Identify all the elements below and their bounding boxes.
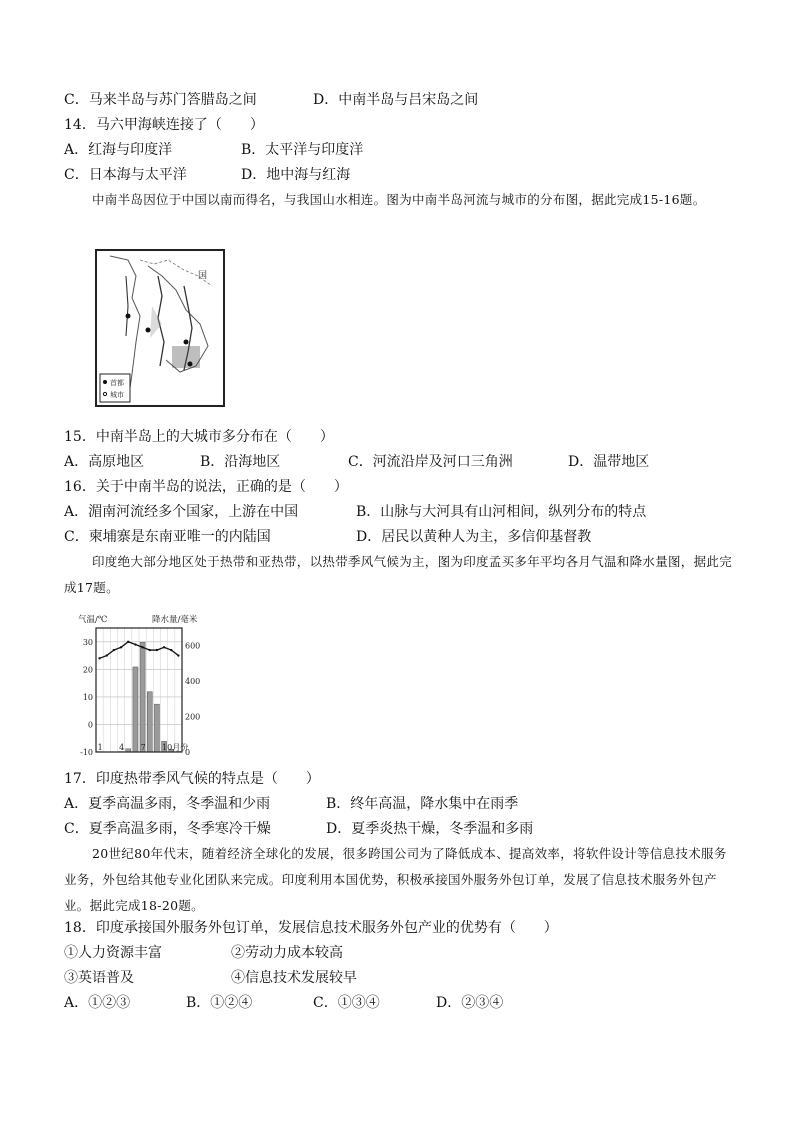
q17-stem: 17．印度热带季风气候的特点是（ ） <box>64 771 320 787</box>
temperature-point <box>113 649 115 651</box>
q16-option-d: D．居民以黄种人为主，多信仰基督教 <box>356 529 592 545</box>
q16-option-b: B．山脉与大河具有山河相间，纵列分布的特点 <box>356 504 647 520</box>
temperature-point <box>149 649 151 651</box>
q17-option-d: D．夏季炎热干燥，冬季温和多雨 <box>326 821 534 837</box>
passage-18-20: 20世纪80年代末，随着经济全球化的发展，很多跨国公司为了降低成本、提高效率，将软件设计等信息技术服务业务，外包给其他专业化团队来完成。印度利用本国优势，积极承接国外服务外包订单，发展了信息技术服务外包产业。据此完成18-20题。 <box>64 846 727 913</box>
q16-option-c: C．柬埔寨是东南亚唯一的内陆国 <box>64 529 271 545</box>
q17-option-b: B．终年高温，降水集中在雨季 <box>326 796 519 812</box>
q15-stem: 15．中南半岛上的大城市多分布在（ ） <box>64 429 334 445</box>
temperature-point <box>163 646 165 648</box>
left-tick-label: 0 <box>87 720 93 730</box>
x-tick-label: 7 <box>140 743 146 752</box>
q17-option-a: A．夏季高温多雨，冬季温和少雨 <box>64 796 271 812</box>
temperature-point <box>120 646 122 648</box>
temperature-point <box>156 649 158 651</box>
indochina-map-figure <box>88 246 228 412</box>
q15-option-c: C．河流沿岸及河口三角洲 <box>348 454 513 470</box>
temperature-point <box>98 657 100 659</box>
right-tick-label: 600 <box>185 641 201 651</box>
q18-option-d: D．②③④ <box>436 995 504 1011</box>
precipitation-bar <box>133 667 138 752</box>
q15-option-b: B．沿海地区 <box>200 454 281 470</box>
temperature-point <box>106 654 108 656</box>
left-tick-label: -10 <box>80 748 93 756</box>
map-lake <box>172 346 200 368</box>
q18-item-2: ②劳动力成本较高 <box>231 945 343 961</box>
q17-option-c: C．夏季高温多雨，冬季寒冷干燥 <box>64 821 271 837</box>
right-tick-label: 200 <box>185 712 201 722</box>
q18-item-4: ④信息技术发展较早 <box>231 970 357 986</box>
right-tick-label: 400 <box>185 677 201 687</box>
q18-item-1: ①人力资源丰富 <box>64 945 162 961</box>
temperature-point <box>127 641 129 643</box>
q18-option-b: B．①②④ <box>186 995 253 1011</box>
climate-chart <box>72 608 212 756</box>
passage-17: 印度绝大部分地区处于热带和亚热带，以热带季风气候为主，图为印度孟买多年平均各月气温和降水量图，据此完成17题。 <box>64 554 733 595</box>
precipitation-bar <box>147 692 152 752</box>
temperature-point <box>134 643 136 645</box>
precipitation-bar <box>154 704 159 752</box>
temperature-point <box>177 654 179 656</box>
left-tick-label: 10 <box>82 692 93 702</box>
precipitation-bar <box>140 642 145 752</box>
x-tick-label: 1 <box>97 743 103 752</box>
left-tick-label: 30 <box>82 637 93 647</box>
q14-option-c: C．日本海与太平洋 <box>64 167 187 183</box>
q15-option-a: A．高原地区 <box>64 454 145 470</box>
passage-15-16: 中南半岛因位于中国以南而得名，与我国山水相连。图为中南半岛河流与城市的分布图，据此完成15-16题。 <box>92 192 706 207</box>
q13-option-c: C．马来半岛与苏门答腊岛之间 <box>64 92 257 108</box>
q18-stem: 18．印度承接国外服务外包订单，发展信息技术服务外包产业的优势有（ ） <box>64 920 558 936</box>
left-tick-label: 20 <box>82 665 93 675</box>
city-marker <box>146 328 151 333</box>
q14-option-b: B．太平洋与印度洋 <box>241 142 364 158</box>
q13-option-d: D．中南半岛与吕宋岛之间 <box>313 92 479 108</box>
right-axis-label: 降水量/毫米 <box>152 615 198 625</box>
q15-option-d: D．温带地区 <box>568 454 650 470</box>
map-legend-city: 城市 <box>110 391 124 399</box>
map-legend-capital: 首都 <box>110 379 124 387</box>
q14-option-a: A．红海与印度洋 <box>64 142 173 158</box>
q18-option-a: A．①②③ <box>64 995 131 1011</box>
x-tick-label: 10月份 <box>162 743 189 752</box>
left-axis-label: 气温/℃ <box>78 615 108 625</box>
right-tick-label: 0 <box>185 748 191 756</box>
x-tick-label: 4 <box>119 743 125 752</box>
temperature-point <box>170 649 172 651</box>
q16-stem: 16．关于中南半岛的说法，正确的是（ ） <box>64 479 348 495</box>
q16-option-a: A．湄南河流经多个国家，上游在中国 <box>64 504 299 520</box>
q18-item-3: ③英语普及 <box>64 970 134 986</box>
q14-stem: 14．马六甲海峡连接了（ ） <box>64 117 264 133</box>
q14-option-d: D．地中海与红海 <box>241 167 351 183</box>
map-label-china: 国 <box>198 271 208 281</box>
temperature-point <box>141 646 143 648</box>
q18-option-c: C．①③④ <box>313 995 380 1011</box>
